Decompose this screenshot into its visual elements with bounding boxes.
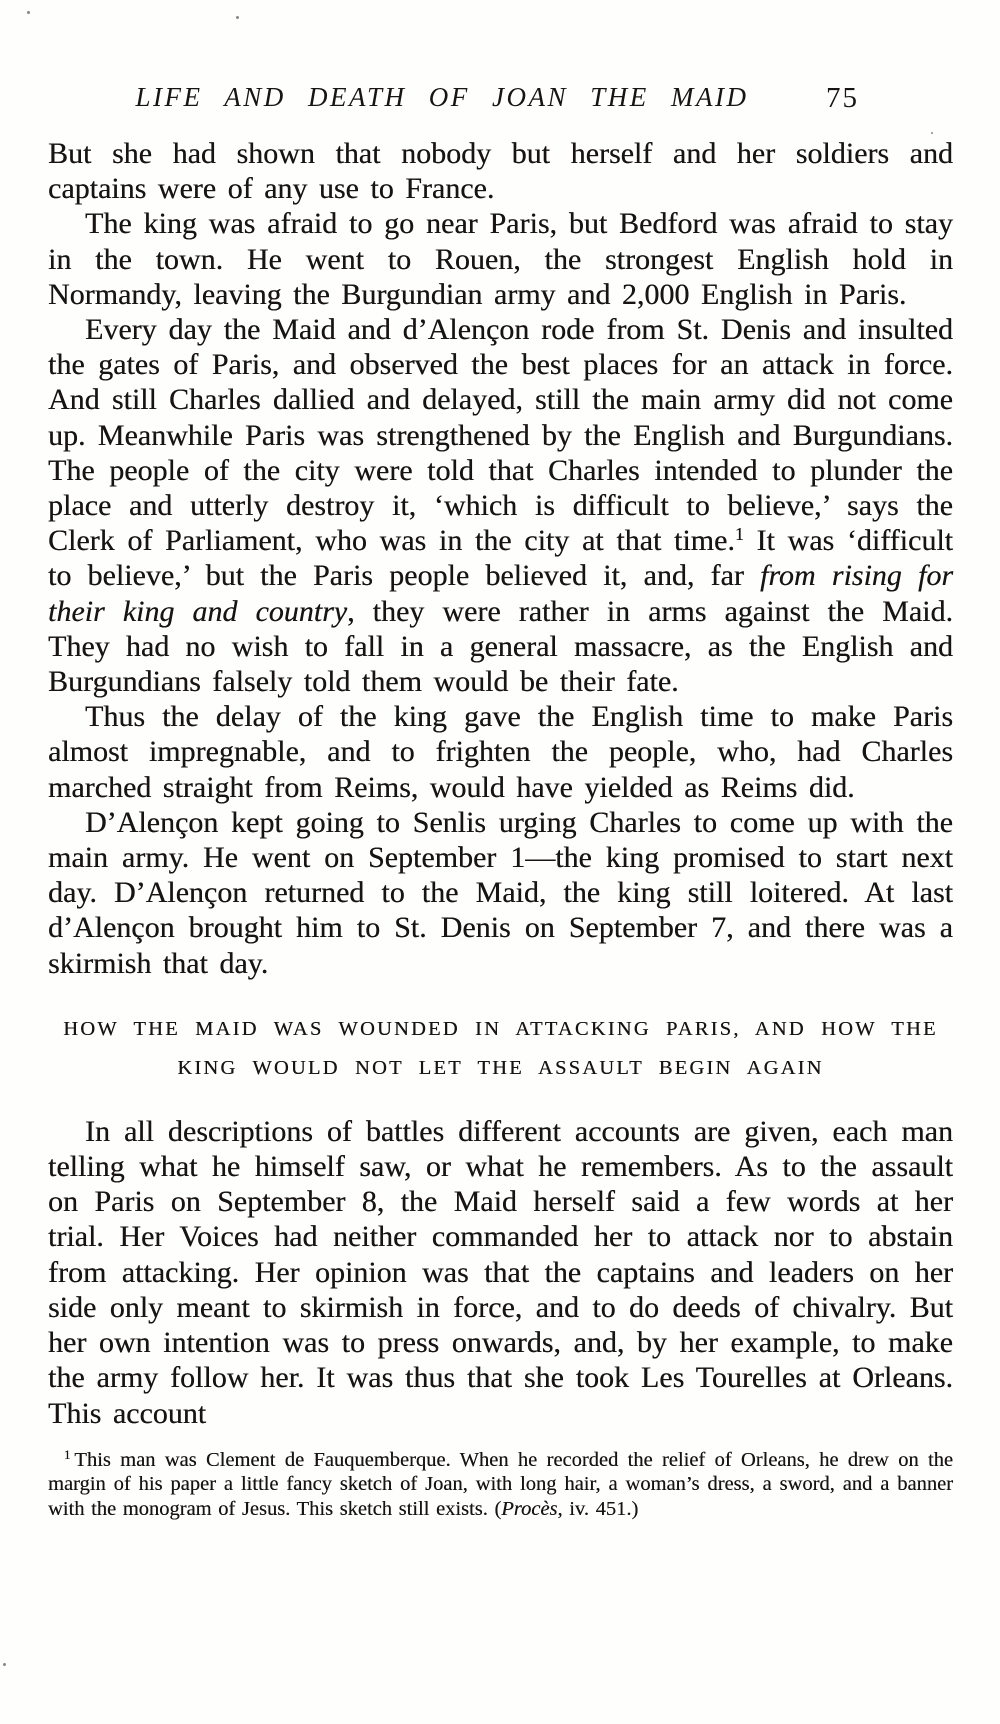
footnote-work-title: Procès xyxy=(501,1497,558,1520)
paragraph-2: The king was afraid to go near Paris, but Bedford was afraid to stay in the town. He went to Rouen, the strongest English hold in Normandy, leaving the Burgundian army and 2,000 English in Paris. xyxy=(48,207,953,311)
paragraph-4: Thus the delay of the king gave the English time to make Paris almost impregnable, and to frighten the people, who, had Charles marched straight from Reims, would have yielded as Reims did. xyxy=(48,700,953,804)
footnote-marker: 1 xyxy=(64,1448,71,1463)
italic-phrase: from rising for their king and country xyxy=(48,559,953,628)
footnote-text: , iv. 451.) xyxy=(557,1497,639,1520)
paragraph-3 xyxy=(48,312,953,699)
paragraph-3-text: Every day the Maid and d’Alençon rode from St. Denis and insulted the gates of Paris, and observed the best places for an attack in force. And still Charles dallied and delayed, still the main army did not come up. Meanwhile Paris was strengthened by the English and Burgundians. The people of the city were told that Charles intended to plunder the place and utterly destroy it, ‘which is difficult to believe,’ says the Clerk of Parliament, who was in the city at that time. xyxy=(48,313,953,558)
section-heading-line-1: HOW THE MAID WAS WOUNDED IN ATTACKING PARIS, AND HOW THE xyxy=(63,1017,938,1040)
scan-speck xyxy=(236,16,239,19)
footnote-reference: 1 xyxy=(734,524,744,545)
paragraph-1: But she had shown that nobody but herself and her soldiers and captains were of any use to France. xyxy=(48,137,953,206)
paragraph-3-text: , they were rather in arms against the Maid. They had no wish to fall in a general massacre, as the English and Burgundians falsely told them would be their fate. xyxy=(48,594,954,699)
running-head-title: LIFE AND DEATH OF JOAN THE MAID xyxy=(135,82,749,112)
paragraph-3-text: It was ‘difficult to believe,’ but the Paris people believed it, and, far xyxy=(48,524,953,593)
paragraph-6: In all descriptions of battles different accounts are given, each man telling what he himself saw, or what he remembers. As to the assault on Paris on September 8, the Maid herself said a few words at her trial. Her Voices had neither commanded her to attack nor to abstain from attacking. Her opinion was that the captains and leaders on her side only meant to skirmish in force, and to do deeds of chivalry. But her own intention was to press onwards, and, by her example, to make the army follow her. It was thus that she took Les Tourelles at Orleans. This account xyxy=(48,1114,953,1430)
footnote xyxy=(48,1448,953,1522)
paragraph-5: D’Alençon kept going to Senlis urging Charles to come up with the main army. He went on September 1—the king promised to start next day. D’Alençon returned to the Maid, the king still loitered. At last d’Alençon brought him to St. Denis on September 7, and there was a skirmish that day. xyxy=(48,805,953,980)
running-head xyxy=(0,82,1000,122)
scan-speck xyxy=(931,132,933,134)
page-text-column xyxy=(48,136,953,1521)
section-heading xyxy=(48,1010,953,1088)
scan-speck xyxy=(27,11,30,14)
scan-speck xyxy=(3,1663,6,1666)
page-number: 75 xyxy=(826,82,859,114)
footnote-text: This man was Clement de Fauquemberque. When he recorded the relief of Orleans, he drew on the margin of his paper a little fancy sketch of Joan, with long hair, a woman’s dress, a sword, and a banner with the monogram of Jesus. This sketch still exists. ( xyxy=(48,1448,953,1520)
section-heading-line-2: KING WOULD NOT LET THE ASSAULT BEGIN AGAIN xyxy=(177,1056,824,1079)
